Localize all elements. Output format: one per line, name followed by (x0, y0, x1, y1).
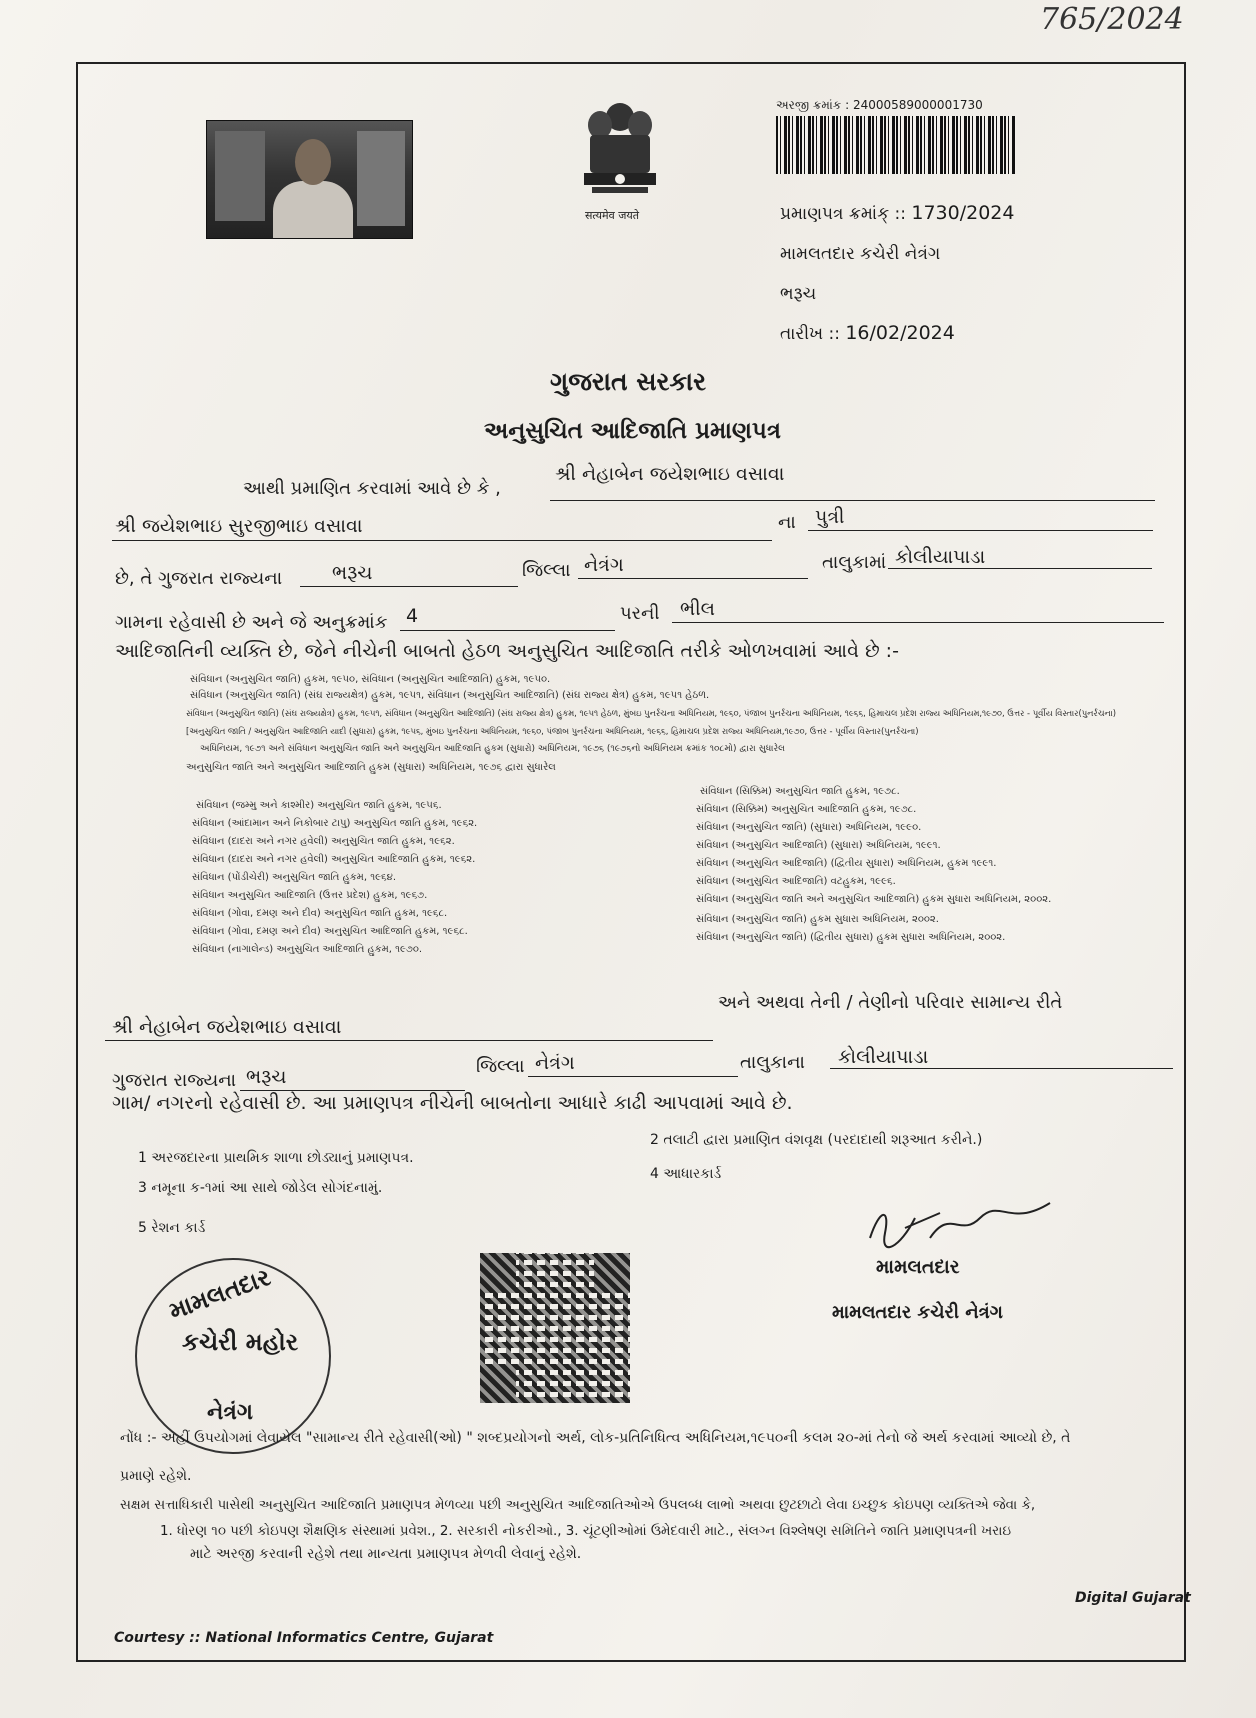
order-right-item: સંવિધાન (સિક્કિમ) અનુસુચિત આદિજાતિ હુકમ, ૧૯૭૮. (696, 804, 917, 815)
resident-text: ગામના રહેવાસી છે અને જે અનુક્રમાંક (115, 612, 388, 633)
tribe-text: આદિજાતિની વ્યક્તિ છે, જેને નીચેની બાબતો હેઠળ અનુસુચિત આદિજાતિ તરીકે ઓળખવામાં આવે છે :- (115, 640, 899, 662)
note-3: 1. ધોરણ ૧૦ પછી કોઇપણ શૈક્ષણિક સંસ્થામાં પ્રવેશ., 2. સરકારી નોકરીઓ., 3. ચૂંટણીઓમાં ઉમેદવારી માટે., સંલગ્ન વિશ્લેષણ સમિતિને જાતિ પ્રમાણપત્રની ખરાઇ (160, 1524, 1011, 1539)
office-seal: મામલતદાર કચેરી મહોર નેત્રંગ (135, 1258, 331, 1454)
document-item: 2 તલાટી દ્વારા પ્રમાણિત વંશવૃક્ષ (પરદાદાથી શરૂઆત કરીને.) (650, 1132, 983, 1148)
barcode (776, 116, 1016, 174)
national-emblem-icon (580, 95, 660, 205)
state-text: છે, તે ગુજરાત રાજ્યના (115, 568, 283, 589)
document-item: 1 અરજદારના પ્રાથમિક શાળા છોડ્યાનું પ્રમાણપત્ર. (138, 1150, 414, 1166)
order-top-1: સંવિધાન (અનુસુચિત જાતિ) હુકમ, ૧૯૫૦, સંવિધાન (અનુસુચિત આદિજાતિ) હુકમ, ૧૯૫૦. (190, 674, 551, 685)
family-village: કોલીયાપાડા (838, 1046, 929, 1068)
order-left-item: સંવિધાન (ગોવા, દમણ અને દીવ) અનુસુચિત આદિજાતિ હુકમ, ૧૯૬૮. (192, 926, 468, 937)
order-left-item: સંવિધાન (ગોવા, દમણ અને દીવ) અનુસુચિત જાતિ હુકમ, ૧૯૬૮. (192, 908, 448, 919)
family-state-text: ગુજરાત રાજ્યના (112, 1070, 237, 1091)
signatory-office: મામલતદાર કચેરી નેત્રંગ (832, 1302, 1003, 1323)
courtesy-text: Courtesy :: National Informatics Centre, Gujarat (114, 1630, 494, 1646)
family-district-label: જિલ્લા (476, 1056, 525, 1077)
emblem-caption: सत्यमेव जयते (585, 209, 640, 222)
signatory-title: મામલતદાર (876, 1256, 960, 1278)
issuing-district: ભરૂચ (780, 284, 817, 304)
certificate-date-row: તારીખ :: 16/02/2024 (780, 322, 955, 344)
order-left-item: સંવિધાન (દાદરા અને નગર હવેલી) અનુસુચિત આદિજાતિ હુકમ, ૧૯૬૨. (192, 854, 476, 865)
order-right-item: સંવિધાન (અનુસુચિત આદિજાતિ) (દ્વિતીય સુધારા) અધિનિયમ, હુકમ ૧૯૯૧. (696, 858, 997, 869)
order-top-4: [અનુસુચિત જાતિ / અનુસુચિત આદિજાતિ યાદી (સુધારા) હુકમ, ૧૯૫૬, મુંબઇ પુનર્રચના અધિનિયમ, ૧૯૬૦, પંજાબ પુનર્રચના અધિનિયમ, ૧૯૬૬, હિમાચલ પ્રદેશ રાજ્ય અધિનિયમ,૧૯૭૦, ઉત્તર - પૂર્વીય વિસ્તાર(પુનર્રચના) (186, 726, 919, 736)
tribe-value: ભીલ (680, 598, 715, 620)
relation: પુત્રી (815, 506, 845, 528)
basis-text: ગામ/ નગરનો રહેવાસી છે. આ પ્રમાણપત્ર નીચેની બાબતોના આધારે કાઢી આપવામાં આવે છે. (112, 1092, 793, 1114)
family-text: અને અથવા તેની / તેણીનો પરિવાર સામાન્ય રીતે (718, 992, 1063, 1013)
par-label: પરની (620, 603, 660, 624)
order-left-item: સંવિધાન અનુસુચિત આદિજાતિ (ઉત્તર પ્રદેશ) હુકમ, ૧૯૬૭. (192, 890, 428, 901)
note-1: નોંધ :- અહીં ઉપયોગમાં લેવાયેલ "સામાન્ય રીતે રહેવાસી(ઓ) " શબ્દપ્રયોગનો અર્થ, લોક-પ્રતિનિધિત્વ અધિનિયમ,૧૯૫૦ની કલમ ૨૦-માં તેનો જે અર્થ કરવામાં આવ્યો છે, તે (120, 1430, 1071, 1446)
certificate-title: અનુસુચિત આદિજાતિ પ્રમાણપત્ર (484, 418, 782, 444)
government-heading: ગુજરાત સરકાર (550, 367, 707, 396)
village-value: કોલીયાપાડા (895, 546, 986, 568)
order-right-item: સંવિધાન (અનુસુચિત આદિજાતિ) વટહુકમ, ૧૯૯૬. (696, 876, 896, 887)
qr-code (480, 1253, 630, 1403)
handwritten-number: 765/2024 (1040, 2, 1184, 37)
order-left-item: સંવિધાન (જમ્મુ અને કાશ્મીર) અનુસુચિત જાતિ હુકમ, ૧૯૫૬. (196, 800, 442, 811)
family-district2: નેત્રંગ (535, 1052, 575, 1074)
parent-name: શ્રી જયેશભાઇ સુરજીભાઇ વસાવા (115, 515, 363, 537)
order-right-item: સંવિધાન (સિક્કિમ) અનુસુચિત જાતિ હુકમ, ૧૯૭૮. (700, 786, 900, 797)
order-top-5: અધિનિયમ, ૧૯૭૧ અને સંવિધાન અનુસુચિત જાતિ અને અનુસુચિત આદિજાતિ હુકમ (સુધારો) અધિનિયમ, ૧૯૭૬ (૧૯૭૬નો અધિનિયમ ક્રમાંક ૧૦૮મો) દ્વારા સુધારેલ (200, 744, 785, 754)
family-district: ભરૂચ (246, 1066, 287, 1088)
note-3-cont: માટે અરજી કરવાની રહેશે તથા માન્યતા પ્રમાણપત્ર મેળવી લેવાનું રહેશે. (190, 1546, 582, 1562)
document-item: 3 નમૂના ક-૧માં આ સાથે જોડેલ સોગંદનામું. (138, 1180, 383, 1196)
certificate-number-row: પ્રમાણપત્ર ક્રમાંક્ :: 1730/2024 (780, 202, 1015, 224)
order-top-3: સંવિધાન (અનુસુચિત જાતિ) (સંઘ રાજ્યક્ષેત્ર) હુકમ, ૧૯૫૧, સંવિધાન (અનુસુચિત આદિજાતિ) (સંઘ રાજ્ય ક્ષેત્ર) હુકમ, ૧૯૫૧ હેઠળ, મુંબઇ પુનર્રચના અધિનિયમ, ૧૯૬૦, પંજાબ પુનર્રચના અધિનિયમ, ૧૯૬૬, હિમાચલ પ્રદેશ રાજ્ય અધિનિયમ,૧૯૭૦, ઉત્તર - પૂર્વીય વિસ્તાર(પુનર્રચના) (186, 708, 1116, 718)
certify-text: આથી પ્રમાણિત કરવામાં આવે છે કે , (243, 478, 501, 499)
order-right-item: સંવિધાન (અનુસુચિત જાતિ) (સુધારા) અધિનિયમ, ૧૯૯૦. (696, 822, 922, 833)
na-label: ના (778, 512, 796, 533)
person-name: શ્રી નેહાબેન જયેશભાઇ વસાવા (555, 463, 785, 485)
taluka-label: તાલુકામાં (822, 552, 887, 573)
district2-value: નેત્રંગ (584, 554, 624, 576)
order-right-item: સંવિધાન (અનુસુચિત જાતિ) હુકમ સુધારા અધિનિયમ, ૨૦૦૨. (696, 914, 939, 925)
serial-number: 4 (406, 605, 419, 627)
family-taluka-label: તાલુકાના (740, 1052, 805, 1073)
document-item: 5 રેશન કાર્ડ (138, 1220, 206, 1236)
order-left-item: સંવિધાન (પોંડીચેરી) અનુસુચિત જાતિ હુકમ, ૧૯૬૪. (192, 872, 397, 883)
note-2: સક્ષમ સત્તાધિકારી પાસેથી અનુસુચિત આદિજાતિ પ્રમાણપત્ર મેળવ્યા પછી અનુસુચિત આદિજાતિઓએ ઉપલબ્ધ લાભો અથવા છુટછાટો લેવા ઇચ્છુક કોઇપણ વ્યક્તિએ જેવા કે, (120, 1498, 1036, 1513)
family-person-name: શ્રી નેહાબેન જયેશભાઇ વસાવા (112, 1016, 342, 1038)
signature-icon (860, 1198, 1060, 1258)
order-top-2: સંવિધાન (અનુસુચિત જાતિ) (સંઘ રાજ્યક્ષેત્ર) હુકમ, ૧૯૫૧, સંવિધાન (અનુસુચિત આદિજાતિ) (સંઘ રાજ્ય ક્ષેત્ર) હુકમ, ૧૯૫૧ હેઠળ. (190, 690, 710, 701)
application-number: અરજી ક્રમાંક : 24000589000001730 (776, 98, 983, 112)
issuing-office: મામલતદાર કચેરી નેત્રંગ (780, 244, 941, 264)
order-right-item: સંવિધાન (અનુસુચિત જાતિ) (દ્વિતીય સુધારા) હુકમ સુધારા અધિનિયમ, ૨૦૦૨. (696, 932, 1006, 943)
digital-gujarat-brand: Digital Gujarat (1075, 1590, 1191, 1606)
order-left-item: સંવિધાન (નાગાલેન્ડ) અનુસુચિત આદિજાતિ હુકમ, ૧૯૭૦. (192, 944, 423, 955)
order-right-item: સંવિધાન (અનુસુચિત આદિજાતિ) (સુધારા) અધિનિયમ, ૧૯૯૧. (696, 840, 941, 851)
document-item: 4 આધારકાર્ડ (650, 1166, 722, 1182)
district-value: ભરૂચ (332, 562, 373, 584)
order-top-6: અનુસુચિત જાતિ અને અનુસુચિત આદિજાતિ હુકમ (સુધારા) અધિનિયમ, ૧૯૭૬ દ્વારા સુધારેલ (186, 762, 556, 773)
district-label: જિલ્લા (522, 560, 571, 581)
note-1-cont: પ્રમાણે રહેશે. (120, 1468, 192, 1484)
applicant-photo (206, 120, 413, 239)
order-left-item: સંવિધાન (દાદરા અને નગર હવેલી) અનુસુચિત જાતિ હુકમ, ૧૯૬૨. (192, 836, 455, 847)
order-left-item: સંવિધાન (આંદામાન અને નિકોબાર ટાપુ) અનુસુચિત જાતિ હુકમ, ૧૯૬૨. (192, 818, 478, 829)
order-right-item: સંવિધાન (અનુસુચિત જાતિ અને અનુસુચિત આદિજાતિ) હુકમ સુધારા અધિનિયમ, ૨૦૦૨. (696, 894, 1052, 905)
